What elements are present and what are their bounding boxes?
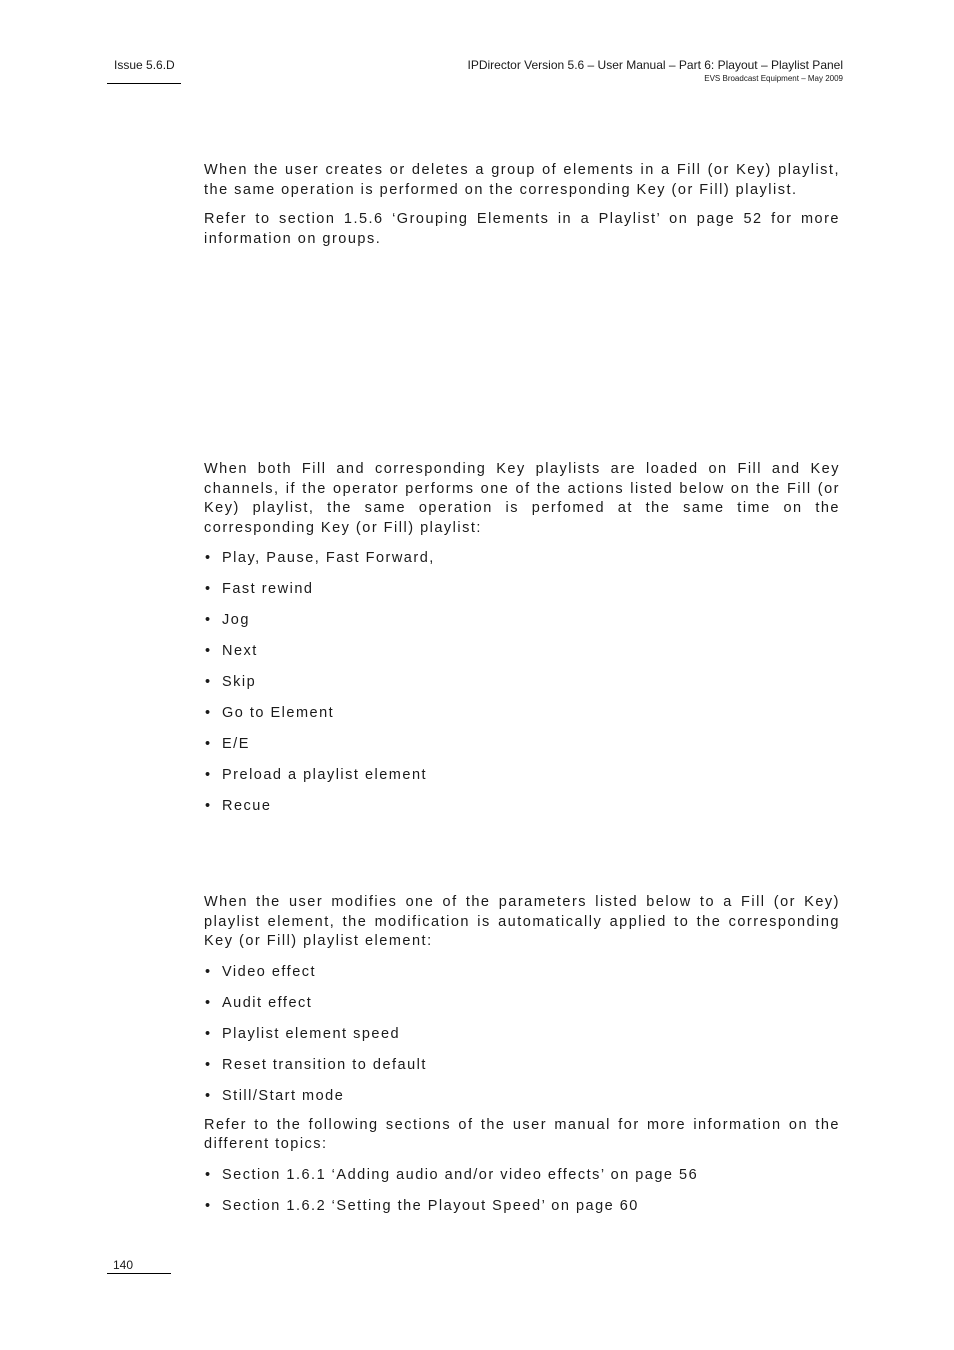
section-parameters [204,893,840,1228]
list-item: • E/E [205,736,250,752]
footer-divider [107,1273,171,1274]
paragraph: When the user modifies one of the parameters listed below to a Fill (or Key) playlist element, the modification is automatically applied to the corresponding Key (or Fill) playlist element: [204,894,840,949]
parameter-list [204,963,840,1116]
list-item: • Play, Pause, Fast Forward, [205,550,435,566]
document-title: IPDirector Version 5.6 – User Manual – Part 6: Playout – Playlist Panel [467,58,843,72]
paragraph: Refer to section 1.5.6 ‘Grouping Elements in a Playlist’ on page 52 for more information on groups. [204,211,840,247]
list-item: • Next [205,643,258,659]
header-divider [107,83,181,84]
list-item: • Jog [205,612,250,628]
section-grouping [204,161,840,249]
issue-label: Issue 5.6.D [114,58,175,72]
document-subtitle: EVS Broadcast Equipment – May 2009 [704,74,843,83]
list-item: • Video effect [205,963,317,980]
list-item: • Preload a playlist element [205,767,428,783]
list-item: • Section 1.6.2 ‘Setting the Playout Speed’ on page 60 [205,1197,639,1214]
list-item: • Recue [205,798,272,814]
list-item: • Playlist element speed [205,1025,401,1042]
action-list [204,549,840,828]
list-item: • Still/Start mode [205,1087,345,1104]
list-item: • Section 1.6.1 ‘Adding audio and/or video effects’ on page 56 [205,1166,699,1183]
paragraph: When the user creates or deletes a group of elements in a Fill (or Key) playlist, the same operation is performed on the corresponding Key (or Fill) playlist. [204,162,840,198]
list-item: • Go to Element [205,705,335,721]
document-header [467,58,843,83]
list-item: • Audit effect [205,994,313,1011]
paragraph: When both Fill and corresponding Key playlists are loaded on Fill and Key channels, if the operator performs one of the actions listed below on the Fill (or Key) playlist, the same operation is perfomed at the same time on the corresponding Key (or Fill) playlist: [204,461,840,536]
section-actions [204,460,840,828]
paragraph: Refer to the following sections of the user manual for more information on the different topics: [204,1116,840,1152]
reference-list [204,1166,840,1228]
list-item: • Reset transition to default [205,1056,427,1073]
page-number: 140 [113,1258,134,1272]
list-item: • Fast rewind [205,581,314,597]
list-item: • Skip [205,674,257,690]
